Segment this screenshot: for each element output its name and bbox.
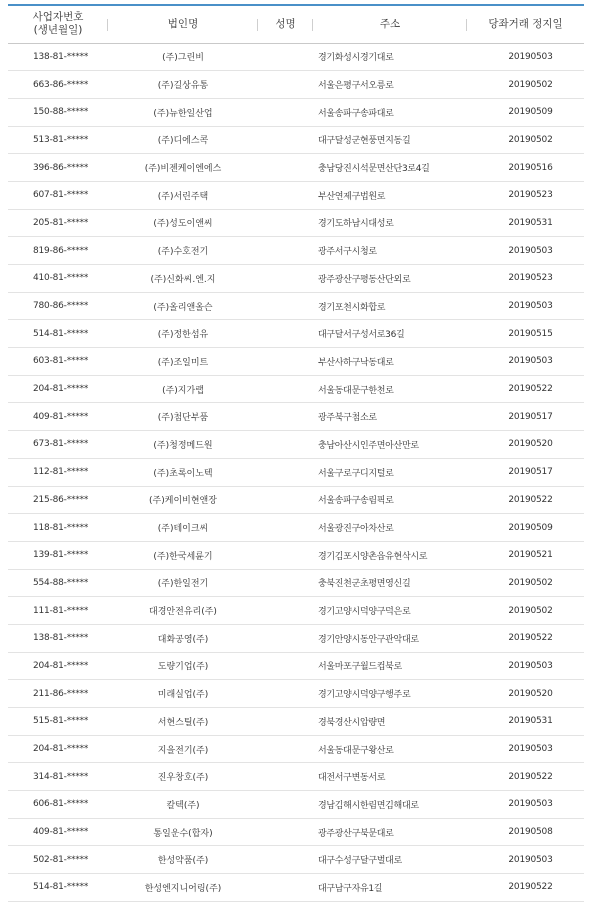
row-name bbox=[258, 735, 313, 763]
table-row bbox=[8, 818, 584, 846]
table-row bbox=[8, 126, 584, 154]
row-company: (주)초록이노텍 bbox=[153, 468, 213, 479]
row-name bbox=[258, 624, 313, 652]
table-row bbox=[8, 763, 584, 791]
row-reg-no: 139-81-***** bbox=[33, 550, 89, 561]
row-company: (주)청정메드원 bbox=[153, 440, 213, 451]
header-date-label: 당좌거래 정지일 bbox=[488, 17, 563, 30]
row-reg-no: 396-86-***** bbox=[33, 162, 89, 173]
row-reg-no: 502-81-***** bbox=[33, 854, 89, 865]
row-reg-no: 205-81-***** bbox=[33, 217, 89, 228]
row-date: 20190523 bbox=[508, 190, 553, 201]
table-row bbox=[8, 292, 584, 320]
row-name bbox=[258, 846, 313, 874]
row-name bbox=[258, 541, 313, 569]
row-reg-no: 513-81-***** bbox=[33, 134, 89, 145]
row-date: 20190517 bbox=[508, 467, 553, 478]
row-address: 대구수성구달구벌대로 bbox=[318, 856, 402, 867]
row-name bbox=[258, 209, 313, 237]
table-row bbox=[8, 569, 584, 597]
row-reg-no: 204-81-***** bbox=[33, 744, 89, 755]
table-row bbox=[8, 403, 584, 431]
table-row bbox=[8, 791, 584, 819]
header-address bbox=[313, 5, 467, 43]
table-row bbox=[8, 514, 584, 542]
row-date: 20190522 bbox=[508, 384, 553, 395]
row-reg-no: 606-81-***** bbox=[33, 799, 89, 810]
row-name bbox=[258, 71, 313, 99]
row-address: 충남아산시인주면아산만로 bbox=[318, 440, 419, 451]
row-company: (주)디에스콕 bbox=[157, 136, 209, 147]
row-company: 통일운수(합자) bbox=[153, 828, 213, 839]
table-row bbox=[8, 874, 584, 902]
row-date: 20190503 bbox=[508, 744, 553, 755]
table-header-row bbox=[8, 5, 584, 43]
row-date: 20190517 bbox=[508, 411, 553, 422]
header-address-label: 주소 bbox=[379, 17, 401, 30]
row-name bbox=[258, 431, 313, 459]
row-date: 20190522 bbox=[508, 882, 553, 893]
table-row bbox=[8, 846, 584, 874]
row-company: 서현스틸(주) bbox=[157, 717, 209, 728]
header-reg-no bbox=[8, 5, 108, 43]
row-company: (주)신화씨.엔.지 bbox=[150, 274, 216, 285]
row-address: 대전서구변동서로 bbox=[318, 773, 386, 784]
row-name bbox=[258, 458, 313, 486]
row-date: 20190522 bbox=[508, 633, 553, 644]
row-name bbox=[258, 403, 313, 431]
header-company-label: 법인명 bbox=[167, 17, 199, 30]
row-reg-no: 514-81-***** bbox=[33, 328, 89, 339]
row-address: 경기화성시경기대로 bbox=[318, 53, 394, 64]
row-company: (주)수호전기 bbox=[157, 247, 209, 258]
row-address: 경기안양시동안구관악대로 bbox=[318, 634, 419, 645]
row-reg-no: 515-81-***** bbox=[33, 716, 89, 727]
row-reg-no: 780-86-***** bbox=[33, 301, 89, 312]
suspension-table bbox=[8, 4, 584, 902]
row-address: 경기고양시덕양구덕은로 bbox=[318, 607, 411, 618]
row-date: 20190502 bbox=[508, 605, 553, 616]
row-date: 20190522 bbox=[508, 494, 553, 505]
row-address: 광주광산구북문대로 bbox=[318, 828, 394, 839]
row-name bbox=[258, 126, 313, 154]
table-row bbox=[8, 486, 584, 514]
suspension-table-container bbox=[8, 4, 584, 902]
row-reg-no: 211-86-***** bbox=[33, 688, 89, 699]
row-company: (주)올리앤올슨 bbox=[153, 302, 213, 313]
row-name bbox=[258, 181, 313, 209]
row-company: 대경안전유리(주) bbox=[149, 607, 217, 618]
row-address: 부산사하구낙동대로 bbox=[318, 357, 394, 368]
table-row bbox=[8, 154, 584, 182]
row-company: 도량기업(주) bbox=[157, 662, 209, 673]
table-row bbox=[8, 98, 584, 126]
row-date: 20190503 bbox=[508, 51, 553, 62]
row-name bbox=[258, 320, 313, 348]
row-name bbox=[258, 98, 313, 126]
row-company: (주)그린비 bbox=[162, 53, 204, 64]
row-company: (주)첨단부품 bbox=[157, 413, 209, 424]
row-name bbox=[258, 154, 313, 182]
row-reg-no: 409-81-***** bbox=[33, 411, 89, 422]
row-date: 20190503 bbox=[508, 356, 553, 367]
table-row bbox=[8, 708, 584, 736]
table-row bbox=[8, 43, 584, 71]
row-company: (주)테이크씨 bbox=[157, 524, 209, 535]
row-address: 대구달서구성서로36길 bbox=[318, 330, 405, 341]
row-reg-no: 514-81-***** bbox=[33, 882, 89, 893]
row-address: 대구달성군현풍면지동길 bbox=[318, 136, 411, 147]
table-row bbox=[8, 735, 584, 763]
table-row bbox=[8, 209, 584, 237]
row-name bbox=[258, 237, 313, 265]
row-company: 한성약품(주) bbox=[157, 856, 209, 867]
row-name bbox=[258, 514, 313, 542]
table-row bbox=[8, 237, 584, 265]
row-name bbox=[258, 292, 313, 320]
row-reg-no: 138-81-***** bbox=[33, 633, 89, 644]
row-address: 서울은평구서오릉로 bbox=[318, 81, 394, 92]
row-reg-no: 314-81-***** bbox=[33, 771, 89, 782]
row-company: (주)한국세륜기 bbox=[153, 551, 213, 562]
row-name bbox=[258, 265, 313, 293]
table-row bbox=[8, 181, 584, 209]
row-address: 서울구로구디지털로 bbox=[318, 468, 394, 479]
row-date: 20190522 bbox=[508, 771, 553, 782]
row-date: 20190502 bbox=[508, 79, 553, 90]
row-address: 서울송파구송파대로 bbox=[318, 108, 394, 119]
row-date: 20190503 bbox=[508, 799, 553, 810]
row-reg-no: 819-86-***** bbox=[33, 245, 89, 256]
row-date: 20190503 bbox=[508, 854, 553, 865]
table-row bbox=[8, 348, 584, 376]
row-name bbox=[258, 375, 313, 403]
row-date: 20190503 bbox=[508, 660, 553, 671]
row-reg-no: 663-86-***** bbox=[33, 79, 89, 90]
row-company: (주)한일전기 bbox=[157, 579, 209, 590]
header-name bbox=[258, 5, 313, 43]
row-reg-no: 215-86-***** bbox=[33, 494, 89, 505]
row-date: 20190515 bbox=[508, 328, 553, 339]
row-address: 광주광산구평동산단외로 bbox=[318, 274, 411, 285]
row-name bbox=[258, 43, 313, 71]
row-reg-no: 112-81-***** bbox=[33, 467, 89, 478]
row-company: 진우창호(주) bbox=[157, 773, 209, 784]
row-date: 20190508 bbox=[508, 827, 553, 838]
row-address: 충북진천군초평면영신길 bbox=[318, 579, 411, 590]
table-row bbox=[8, 541, 584, 569]
row-date: 20190503 bbox=[508, 245, 553, 256]
table-row bbox=[8, 375, 584, 403]
row-address: 경기고양시덕양구행주로 bbox=[318, 690, 411, 701]
row-name bbox=[258, 763, 313, 791]
row-company: (주)지가랩 bbox=[162, 385, 204, 396]
row-reg-no: 410-81-***** bbox=[33, 273, 89, 284]
row-date: 20190520 bbox=[508, 688, 553, 699]
row-reg-no: 138-81-***** bbox=[33, 51, 89, 62]
row-address: 경기김포시양촌읍유현삭시로 bbox=[318, 551, 428, 562]
row-name bbox=[258, 818, 313, 846]
table-row bbox=[8, 680, 584, 708]
row-company: (주)비젠케이엔에스 bbox=[144, 164, 222, 175]
row-reg-no: 204-81-***** bbox=[33, 660, 89, 671]
row-company: 지을전기(주) bbox=[157, 745, 209, 756]
row-reg-no: 150-88-***** bbox=[33, 107, 89, 118]
row-date: 20190509 bbox=[508, 107, 553, 118]
row-address: 대구남구자유1길 bbox=[318, 883, 383, 894]
row-date: 20190531 bbox=[508, 716, 553, 727]
row-address: 서울광진구아차산로 bbox=[318, 524, 394, 535]
row-date: 20190516 bbox=[508, 162, 553, 173]
row-name bbox=[258, 874, 313, 902]
table-row bbox=[8, 458, 584, 486]
row-address: 충남당진시석문면산단3로4길 bbox=[318, 164, 430, 175]
table-row bbox=[8, 624, 584, 652]
table-row bbox=[8, 431, 584, 459]
row-date: 20190523 bbox=[508, 273, 553, 284]
row-address: 경남김해시한림면김해대로 bbox=[318, 800, 419, 811]
row-reg-no: 118-81-***** bbox=[33, 522, 89, 533]
row-address: 서울마포구월드컵북로 bbox=[318, 662, 402, 673]
row-name bbox=[258, 486, 313, 514]
header-company bbox=[108, 5, 258, 43]
row-date: 20190503 bbox=[508, 301, 553, 312]
row-reg-no: 607-81-***** bbox=[33, 190, 89, 201]
row-reg-no: 111-81-***** bbox=[33, 605, 89, 616]
row-company: 한성엔지니어링(주) bbox=[144, 883, 222, 894]
header-reg-no-line1: 사업자번호 bbox=[32, 11, 84, 24]
row-company: 대화공영(주) bbox=[157, 634, 209, 645]
row-date: 20190509 bbox=[508, 522, 553, 533]
row-name bbox=[258, 708, 313, 736]
row-company: (주)케이비현앤장 bbox=[149, 496, 217, 507]
row-company: (주)서린주택 bbox=[157, 191, 209, 202]
table-row bbox=[8, 597, 584, 625]
row-date: 20190502 bbox=[508, 134, 553, 145]
row-address: 서울송파구송림픽로 bbox=[318, 496, 394, 507]
row-reg-no: 673-81-***** bbox=[33, 439, 89, 450]
row-address: 서울동대문구왕산로 bbox=[318, 745, 394, 756]
row-name bbox=[258, 569, 313, 597]
row-address: 경북경산시압량면 bbox=[318, 717, 386, 728]
row-reg-no: 204-81-***** bbox=[33, 384, 89, 395]
row-address: 경기포천시화합로 bbox=[318, 302, 386, 313]
header-reg-no-line2: (생년월일) bbox=[33, 24, 83, 37]
table-row bbox=[8, 265, 584, 293]
row-company: (주)뉴한일산업 bbox=[153, 108, 213, 119]
row-reg-no: 409-81-***** bbox=[33, 827, 89, 838]
row-company: 칼텍(주) bbox=[166, 800, 200, 811]
row-address: 광주서구시청로 bbox=[318, 247, 377, 258]
row-name bbox=[258, 348, 313, 376]
row-name bbox=[258, 652, 313, 680]
row-date: 20190502 bbox=[508, 577, 553, 588]
row-date: 20190521 bbox=[508, 550, 553, 561]
row-address: 서울동대문구한천로 bbox=[318, 385, 394, 396]
row-reg-no: 603-81-***** bbox=[33, 356, 89, 367]
header-date bbox=[467, 5, 584, 43]
row-reg-no: 554-88-***** bbox=[33, 577, 89, 588]
table-row bbox=[8, 652, 584, 680]
table-body bbox=[8, 43, 584, 901]
row-company: (주)길상유통 bbox=[157, 81, 209, 92]
row-company: 미래실업(주) bbox=[157, 690, 209, 701]
row-name bbox=[258, 791, 313, 819]
row-name bbox=[258, 680, 313, 708]
row-address: 경기도하남시대성로 bbox=[318, 219, 394, 230]
table-row bbox=[8, 71, 584, 99]
row-date: 20190531 bbox=[508, 217, 553, 228]
row-address: 부산연제구법원로 bbox=[318, 191, 386, 202]
row-company: (주)성도이앤씨 bbox=[153, 219, 213, 230]
table-row bbox=[8, 320, 584, 348]
row-name bbox=[258, 597, 313, 625]
row-company: (주)정한섬유 bbox=[157, 330, 209, 341]
row-company: (주)조일미트 bbox=[157, 357, 209, 368]
header-name-label: 성명 bbox=[275, 17, 296, 30]
row-address: 광주북구첨소로 bbox=[318, 413, 377, 424]
row-date: 20190520 bbox=[508, 439, 553, 450]
